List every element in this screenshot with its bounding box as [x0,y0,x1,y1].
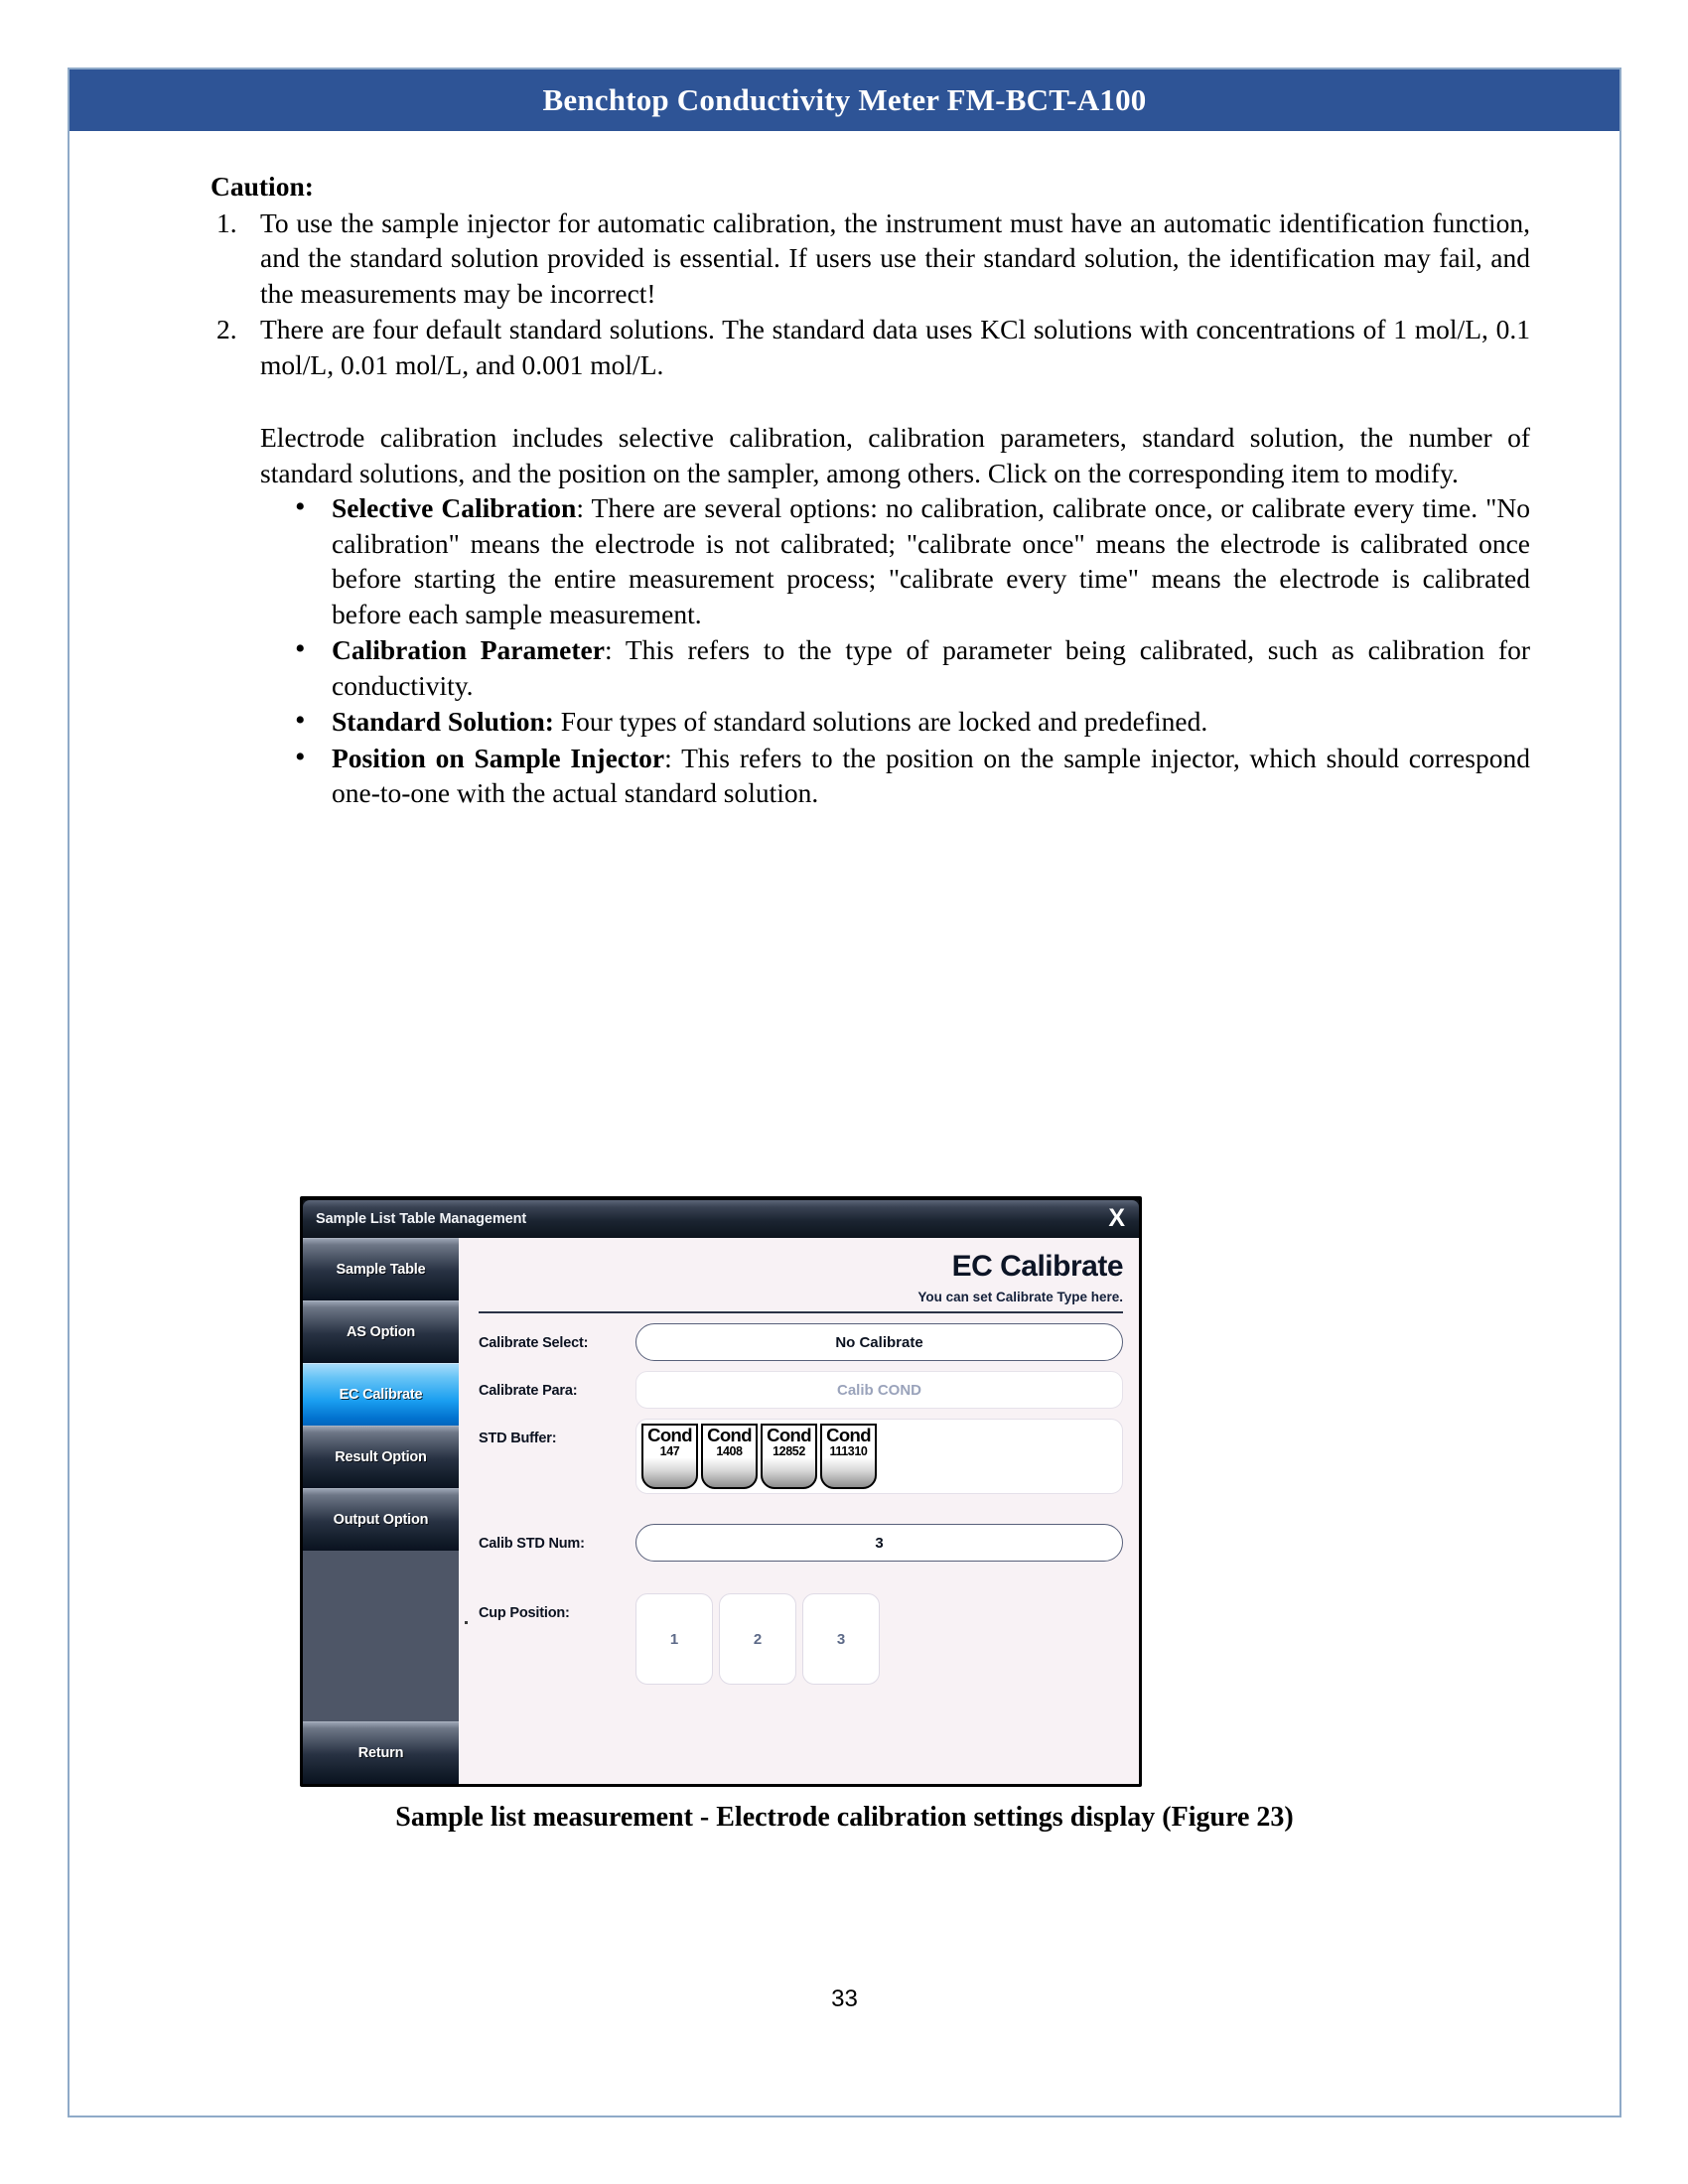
caution-heading: Caution: [211,171,314,202]
beaker-name: Cond [826,1425,871,1445]
intro-paragraph: Electrode calibration includes selective calibration, calibration parameters, standard solution, the number of standard solutions, and the position on the sampler, among others. Click on the corresponding item to modify. [260,422,1530,488]
calibrate-select-label: Calibrate Select: [479,1335,589,1351]
figure-caption: Sample list measurement - Electrode calibration settings display (Figure 23) [395,1802,1294,1833]
page-frame [68,68,1621,2117]
pane-title: EC Calibrate [951,1250,1123,1283]
sidebar-item-sample-table[interactable] [303,1238,459,1300]
cup-position-label: Cup Position: [479,1605,570,1621]
bullet-list [211,490,1530,810]
bullet-term: Standard Solution: [332,706,554,738]
list-item-number: 2. [216,314,237,345]
figure-ui-screenshot [300,1196,1142,1787]
pane-subtitle: You can set Calibrate Type here. [917,1290,1123,1304]
sidebar-item-label: EC Calibrate [339,1387,423,1403]
bullet-icon: • [295,704,306,738]
document-header-bar [70,69,1619,131]
bullet-icon: • [295,632,306,666]
sidebar-item-label: Output Option [333,1512,429,1528]
row-std-buffer [479,1419,1123,1494]
sidebar-item-label: Sample Table [336,1262,426,1278]
bullet-text: : This refers to the type of parameter being calibrated, such as calibration for conductivity. [332,634,1530,701]
calibrate-para-label: Calibrate Para: [479,1383,578,1399]
sidebar-item-output-option[interactable] [303,1488,459,1551]
bullet-term: Calibration Parameter [332,634,605,666]
ec-calibrate-window [303,1200,1139,1784]
calibrate-para-field: Calib COND [635,1371,1123,1409]
page-number: 33 [831,1985,858,2012]
bullet-icon: • [295,740,306,773]
std-buffer-label: STD Buffer: [479,1431,557,1446]
beaker-name: Cond [707,1425,752,1445]
beaker-value: 111310 [829,1443,868,1458]
content-pane [459,1238,1139,1784]
document-title: Benchtop Conductivity Meter FM-BCT-A100 [542,82,1147,117]
bullet-text: Four types of standard solutions are locked and predefined. [553,706,1208,738]
sidebar-item-return[interactable] [303,1721,459,1784]
calibrate-select-field[interactable]: No Calibrate [635,1323,1123,1361]
list-item [295,740,1530,811]
intro-paragraph-block [211,420,1530,490]
sidebar-item-result-option[interactable] [303,1426,459,1488]
window-title: Sample List Table Management [316,1211,527,1227]
list-item [295,490,1530,631]
list-item [211,205,1530,311]
bullet-text: : This refers to the position on the sample injector, which should correspond one-to-one with the actual standard solution. [332,742,1530,809]
pane-divider [479,1311,1123,1313]
cup-slot[interactable]: 3 [802,1593,880,1685]
cup-position-container [635,1593,1123,1685]
bullet-text: : There are several options: no calibration, calibrate once, or calibrate every time. "No calibration" means the electrode is not calibrated; "calibrate once" means the electrode is calibrated once before starting the entire measurement process; "calibrate every time" means the electrode is calibrated before each sample measurement. [332,492,1530,629]
row-cup-position [479,1593,1123,1685]
beaker-name: Cond [767,1425,811,1445]
bullet-icon: • [295,490,306,524]
beaker-icon[interactable] [701,1424,758,1489]
cup-slot[interactable]: 2 [719,1593,796,1685]
sidebar [303,1238,459,1784]
calib-std-num-field[interactable]: 3 [635,1524,1123,1562]
list-item-text: There are four default standard solutions. The standard data uses KCl solutions with concentrations of 1 mol/L, 0.1 mol/L, 0.01 mol/L, and 0.001 mol/L. [260,314,1530,380]
sidebar-item-label: AS Option [346,1324,416,1340]
bullet-term: Selective Calibration [332,492,577,524]
sidebar-item-as-option[interactable] [303,1300,459,1363]
calib-std-num-label: Calib STD Num: [479,1536,585,1552]
list-item [295,632,1530,703]
window-main [303,1238,1139,1784]
sidebar-spacer [303,1551,459,1721]
list-item-text: To use the sample injector for automatic calibration, the instrument must have an automatic identification function, and the standard solution provided is essential. If users use their standard solution, the identification may fail, and the measurements may be incorrect! [260,207,1530,309]
beaker-value: 12852 [773,1443,805,1458]
close-icon[interactable]: X [1108,1203,1125,1232]
beaker-icon[interactable] [641,1424,698,1489]
row-calibrate-para [479,1371,1123,1409]
list-item [211,312,1530,382]
std-buffer-container [635,1419,1123,1494]
cup-slot[interactable]: 1 [635,1593,713,1685]
window-titlebar [303,1200,1139,1238]
row-calibrate-select [479,1323,1123,1361]
beaker-icon[interactable] [820,1424,877,1489]
decorative-dot [465,1621,468,1624]
beaker-name: Cond [647,1425,692,1445]
sidebar-item-label: Result Option [335,1449,427,1465]
beaker-value: 147 [659,1443,680,1458]
list-item [295,704,1530,739]
bullet-term: Position on Sample Injector [332,742,665,773]
beaker-icon[interactable] [761,1424,817,1489]
numbered-list [211,205,1530,382]
row-calib-std-num [479,1524,1123,1562]
beaker-value: 1408 [716,1443,743,1458]
list-item-number: 1. [216,207,237,238]
sidebar-item-label: Return [357,1745,404,1761]
sidebar-item-ec-calibrate[interactable] [303,1363,459,1426]
